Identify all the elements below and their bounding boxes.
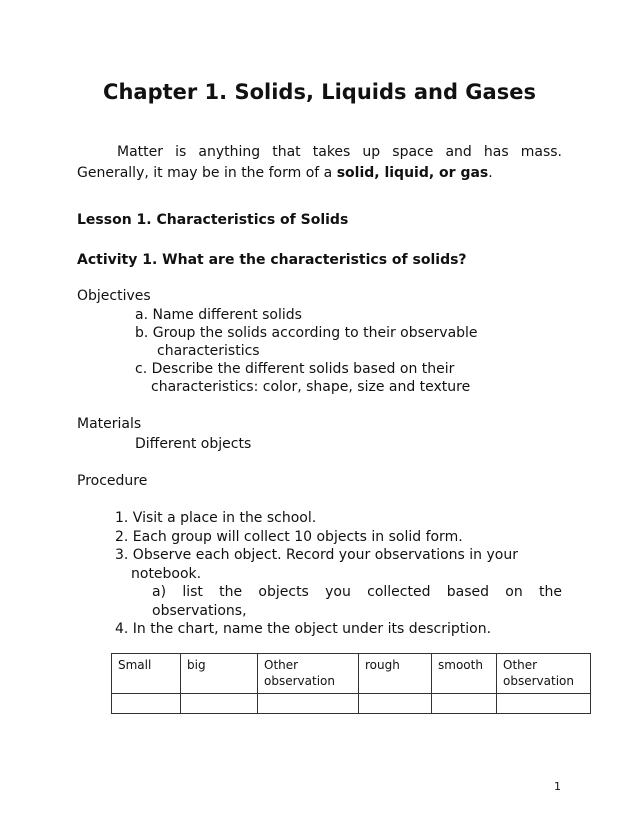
chart-header-smooth: smooth [432,654,497,694]
intro-states-of-matter: solid, liquid, or gas [336,165,489,181]
procedure-step-4: 4. In the chart, name the object under its description. [115,621,492,637]
page-number: 1 [554,780,561,793]
chart-header-other-observation-1: Other observation [258,654,359,694]
chart-header-small: Small [112,654,181,694]
lesson-heading: Lesson 1. Characteristics of Solids [77,212,349,228]
observation-chart [111,653,591,714]
objectives-label: Objectives [77,288,151,304]
activity-heading: Activity 1. What are the characteristics of solids? [77,252,467,268]
chart-cell [181,694,258,714]
chart-cell [258,694,359,714]
chart-cell [432,694,497,714]
procedure-sub-a-line-2: observations, [152,603,247,619]
chart-header-other-observation-2: Other observation [497,654,591,694]
intro-line-2 [77,163,562,183]
objective-c-line-2: characteristics: color, shape, size and texture [151,379,471,395]
materials-label: Materials [77,416,142,432]
chart-cell [497,694,591,714]
chart-cell [112,694,181,714]
procedure-step-1: 1. Visit a place in the school. [115,510,317,526]
chart-header-big: big [181,654,258,694]
procedure-step-3-line-1: 3. Observe each object. Record your observations in your [115,547,518,563]
procedure-sub-a-line-1: a) list the objects you collected based on the [152,584,562,600]
chart-cell [359,694,432,714]
chart-header-rough: rough [359,654,432,694]
objective-b-line-1: b. Group the solids according to their observable [135,325,478,341]
intro-line-1: Matter is anything that takes up space and has mass. [117,144,562,160]
materials-item: Different objects [135,436,252,452]
procedure-step-2: 2. Each group will collect 10 objects in solid form. [115,529,463,545]
intro-line-2-suffix: . [488,165,493,181]
procedure-label: Procedure [77,473,148,489]
objective-c-line-1: c. Describe the different solids based on their [135,361,455,377]
objective-b-line-2: characteristics [157,343,260,359]
procedure-step-3-line-2: notebook. [131,566,202,582]
chart-header-row [112,654,591,694]
intro-line-2-prefix: Generally, it may be in the form of a [77,165,337,181]
objective-a: a. Name different solids [135,307,302,323]
chart-blank-row [112,694,591,714]
chapter-title: Chapter 1. Solids, Liquids and Gases [103,80,536,104]
